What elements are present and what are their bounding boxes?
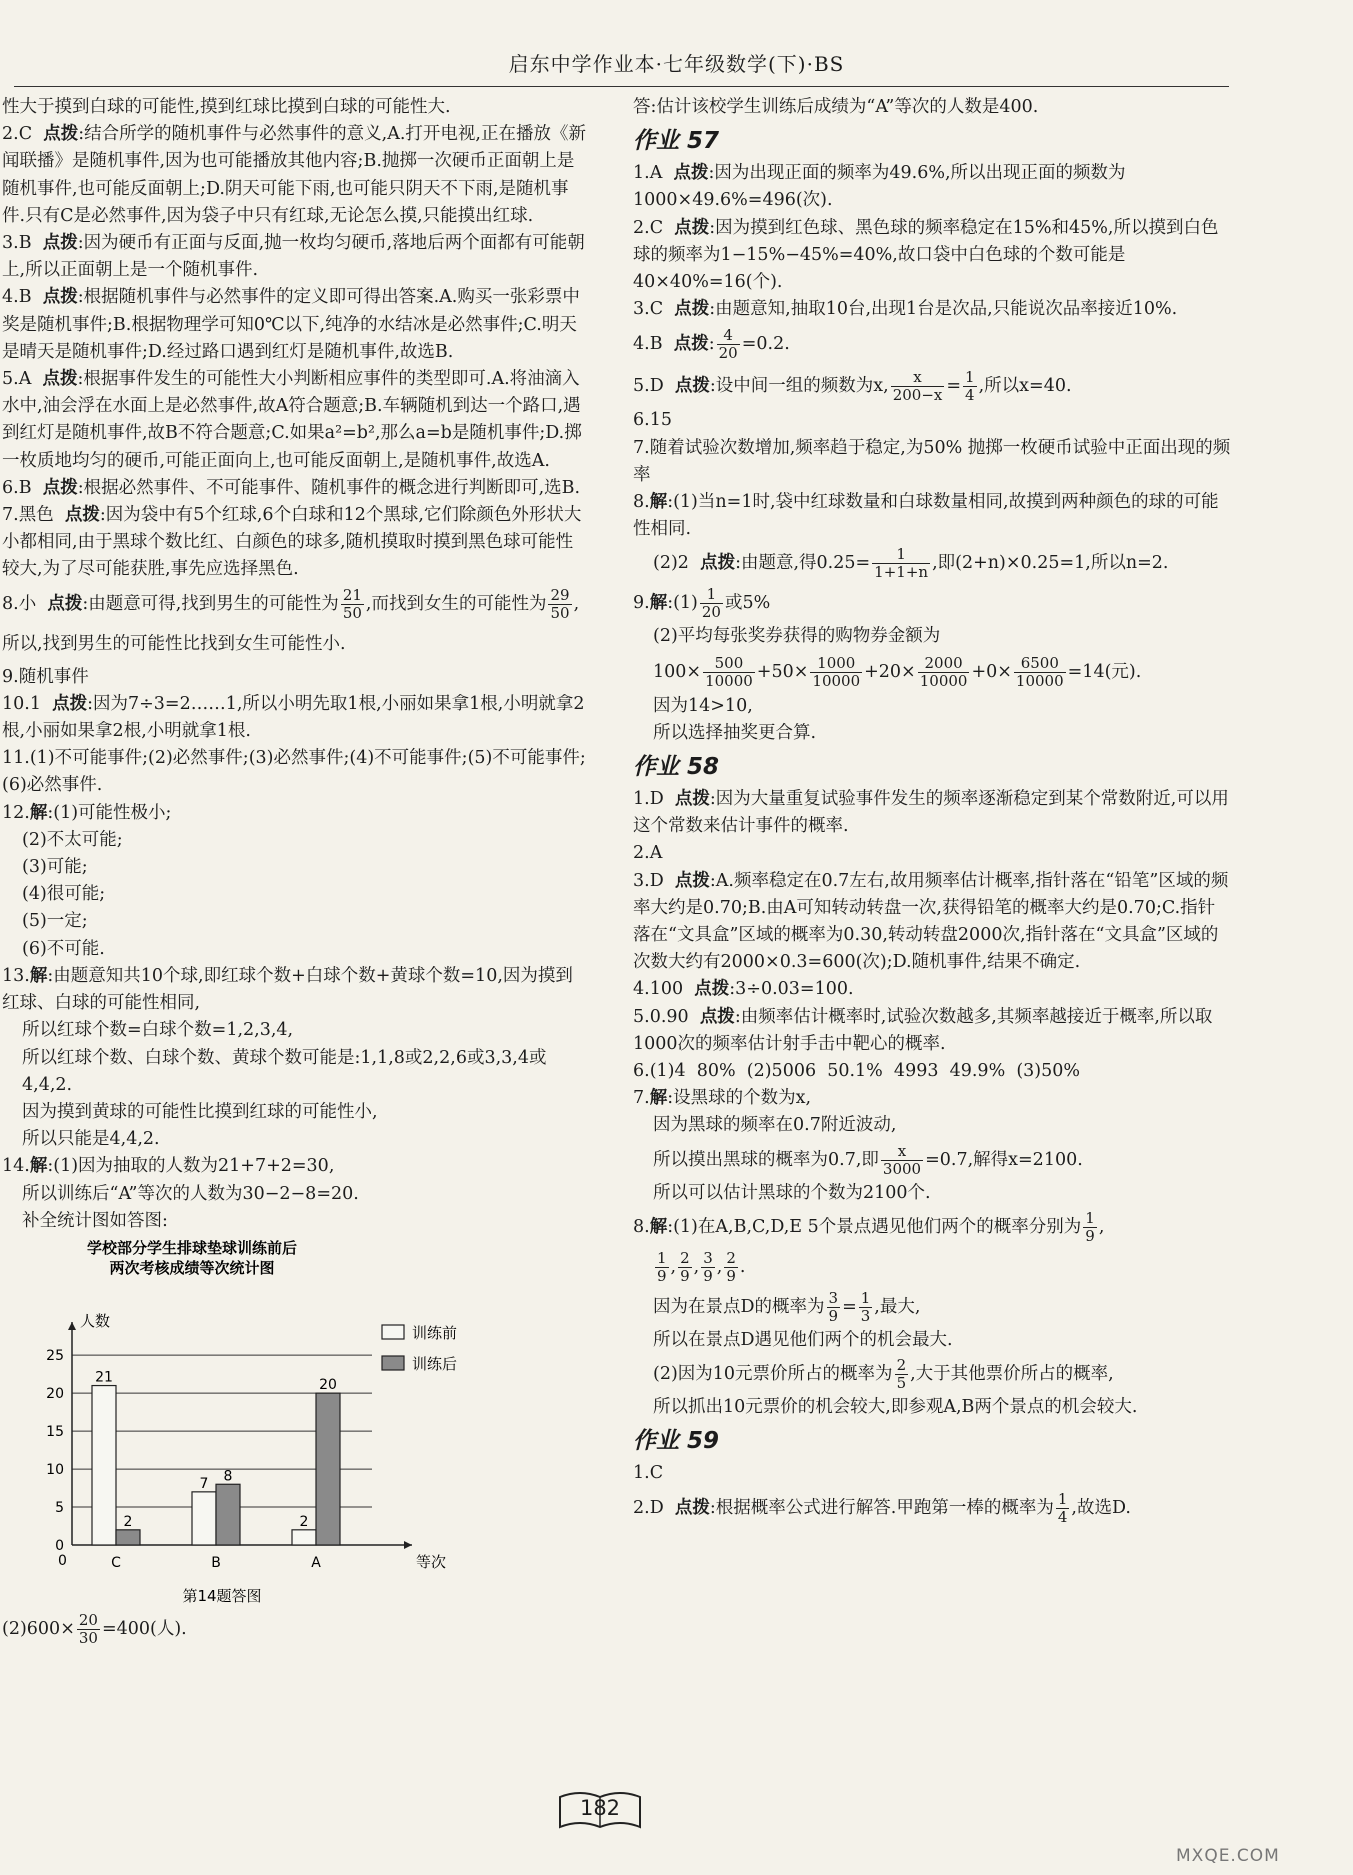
answer-2: 2.A bbox=[633, 843, 663, 864]
num: 3.B bbox=[2, 233, 32, 254]
legend-label: 训练前 bbox=[412, 1323, 458, 1342]
hint-label: 点拨 bbox=[42, 287, 78, 308]
fraction: $\frac{x}{3000}$ bbox=[882, 1141, 922, 1178]
x-tick-label: A bbox=[311, 1554, 321, 1571]
line: (5)一定; bbox=[22, 911, 88, 932]
line: 因为在景点D的概率为 $\frac{3}{9}$ = $\frac{1}{3}$ ,最大, bbox=[653, 1288, 921, 1325]
hint-label: 点拨 bbox=[699, 1006, 735, 1027]
text: (2)600× bbox=[2, 1618, 75, 1639]
hint-label: 点拨 bbox=[673, 334, 709, 355]
origin-label: 0 bbox=[58, 1552, 67, 1569]
hint-label: 点拨 bbox=[43, 124, 79, 145]
line: (6)不可能. bbox=[22, 938, 105, 959]
bar-value-label: 2 bbox=[123, 1513, 133, 1530]
fraction: $\frac{6500}{10000}$ bbox=[1015, 653, 1064, 690]
answer-13 bbox=[2, 963, 590, 1017]
bar bbox=[192, 1492, 216, 1545]
text: :因为袋中有5个红球,6个白球和12个黑球,它们除颜色外形状大小都相同,由于黑球个数比红、白颜色的球多,随机摸取时摸到黑色球可能性较大,为了尽可能获胜,事先应选择黑色. bbox=[2, 505, 582, 580]
answer-9: 9.随机事件 bbox=[2, 666, 89, 687]
num: 2.C bbox=[2, 124, 33, 145]
fraction: $\frac{2}{9}$ bbox=[680, 1248, 690, 1285]
answer-7 bbox=[2, 502, 590, 584]
y-axis-label: 人数 bbox=[80, 1311, 111, 1330]
line: 所以只能是4,4,2. bbox=[22, 1129, 160, 1150]
hint-label: 点拨 bbox=[42, 369, 78, 390]
line: 因为14>10, bbox=[653, 695, 753, 716]
hint-label: 点拨 bbox=[674, 217, 710, 238]
answer-10 bbox=[2, 691, 590, 745]
chart-subtitle: 两次考核成绩等次统计图 bbox=[109, 1258, 275, 1277]
line: 所以红球个数、白球个数、黄球个数可能是:1,1,8或2,2,6或3,3,4或4,4,2. bbox=[22, 1047, 547, 1095]
line: (2)不太可能; bbox=[22, 829, 123, 850]
line: (2)因为10元票价所占的概率为 $\frac{2}{5}$ ,大于其他票价所占的概率, bbox=[653, 1356, 1114, 1393]
y-tick-label: 15 bbox=[46, 1424, 64, 1441]
hint-label: 点拨 bbox=[674, 789, 710, 810]
line: (4)很可能; bbox=[22, 884, 106, 905]
answer-5: 5.0.90 点拨:由频率估计概率时,试验次数越多,其频率越接近于概率,所以取1000次的频率估计射手击中靶心的概率. bbox=[633, 1006, 1213, 1054]
solution-label: 解 bbox=[649, 593, 668, 614]
text: :根据随机事件与必然事件的定义即可得出答案.A.购买一张彩票中奖是随机事件;B.根据物理学可知0℃以下,纯净的水结冰是必然事件;C.明天是晴天是随机事件;D.经过路口遇到红灯是随机事件,故选B. bbox=[2, 287, 580, 362]
legend-swatch bbox=[382, 1325, 404, 1339]
text: :(1)可能性极小; bbox=[47, 802, 172, 823]
answer-4: 4.100 点拨:3÷0.03=100. bbox=[633, 979, 854, 1000]
text: :(1)因为抽取的人数为21+7+2=30, bbox=[47, 1156, 335, 1177]
answer-14 bbox=[2, 1153, 590, 1180]
line: 所以在景点D遇见他们两个的机会最大. bbox=[653, 1329, 953, 1350]
solution-label: 解 bbox=[649, 1216, 668, 1237]
fraction: $\frac{1}{3}$ bbox=[860, 1288, 871, 1325]
y-tick-label: 20 bbox=[46, 1386, 64, 1403]
fraction: $\frac{2}{5}$ bbox=[896, 1356, 907, 1393]
answer-1: 1.A 点拨:因为出现正面的频率为49.6%,所以出现正面的频数为1000×49.6%=496(次). bbox=[633, 163, 1126, 211]
bar bbox=[316, 1393, 340, 1545]
text: :根据事件发生的可能性大小判断相应事件的类型即可.A.将油滴入水中,油会浮在水面上是必然事件,故A符合题意;B.车辆随机到达一个路口,遇到红灯是随机事件,故B不符合题意;C.如果a²=b²,那么a=b是随机事件;D.掷一枚质地均匀的硬币,可能正面向上,也可能反面朝上,是随机事件,故选A. bbox=[2, 369, 582, 471]
x-tick-label: C bbox=[111, 1554, 121, 1571]
fraction: $\frac{500}{10000}$ bbox=[705, 653, 753, 690]
answer-1: 1.D 点拨:因为大量重复试验事件发生的频率逐渐稳定到某个常数附近,可以用这个常数来估计事件的概率. bbox=[633, 789, 1229, 837]
num: 7.黑色 bbox=[2, 505, 54, 526]
line: (2)平均每张奖券获得的购物券金额为 bbox=[653, 626, 941, 647]
answer-7: 7.随着试验次数增加,频率趋于稳定,为50% 抛掷一枚硬币试验中正面出现的频率 bbox=[633, 437, 1231, 485]
fraction: $\frac{1}{1+1+n}$ bbox=[874, 545, 929, 582]
text: :由题意知共10个球,即红球个数+白球个数+黄球个数=10,因为摸到红球、白球的可能性相同, bbox=[2, 965, 573, 1014]
fraction: $\frac{1000}{10000}$ bbox=[812, 653, 861, 690]
left-column bbox=[2, 94, 590, 1649]
y-tick-label: 10 bbox=[46, 1461, 64, 1478]
bar-chart bbox=[22, 1239, 542, 1609]
text: :因为7÷3=2……1,所以小明先取1根,小丽如果拿1根,小明就拿2根,小丽如果拿2根,小明就拿1根. bbox=[2, 693, 585, 742]
fraction: $\frac{3}{9}$ bbox=[828, 1288, 839, 1325]
section-heading-58: 作业 58 bbox=[633, 754, 720, 781]
section-heading-59: 作业 59 bbox=[633, 1428, 720, 1455]
line: 性大于摸到白球的可能性,摸到红球比摸到白球的可能性大. bbox=[2, 97, 451, 117]
answer-8 bbox=[2, 584, 590, 664]
y-tick-label: 25 bbox=[46, 1348, 64, 1365]
fraction: $\frac{2000}{10000}$ bbox=[919, 653, 968, 690]
y-tick-label: 5 bbox=[55, 1499, 64, 1516]
running-header: 启东中学作业本·七年级数学(下)·BS bbox=[508, 52, 845, 76]
num: 12. bbox=[2, 802, 30, 823]
watermark: MXQE.COM bbox=[1176, 1846, 1280, 1866]
bar bbox=[92, 1385, 116, 1544]
hint-label: 点拨 bbox=[673, 163, 709, 184]
answer-2 bbox=[2, 121, 590, 230]
fraction: $\frac{1}{4}$ bbox=[965, 368, 975, 405]
line: $\frac{1}{9}$ , $\frac{2}{9}$ , $\frac{3}{9}$ , $\frac{2}{9}$ . bbox=[657, 1248, 746, 1285]
answer-8-2: (2)2 点拨:由题意,得0.25= $\frac{1}{1+1+n}$ ,即(2+n)×0.25=1,所以n=2. bbox=[653, 545, 1169, 582]
bar-value-label: 2 bbox=[299, 1513, 309, 1530]
answer-8: 8.解:(1)在A,B,C,D,E 5个景点遇见他们两个的概率分别为 $\frac{1}{9}$ , bbox=[633, 1208, 1105, 1245]
num: 5.A bbox=[2, 369, 32, 390]
text: :由题意可得,找到男生的可能性为 bbox=[82, 593, 339, 614]
section-heading-57: 作业 57 bbox=[633, 128, 720, 155]
line: 因为黑球的频率在0.7附近波动, bbox=[653, 1115, 897, 1136]
legend-swatch bbox=[382, 1356, 404, 1370]
x-axis-arrow bbox=[404, 1541, 412, 1549]
fraction: $\frac{4}{20}$ bbox=[718, 326, 738, 363]
answer-8: 8.解:(1)当n=1时,袋中红球数量和白球数量相同,故摸到两种颜色的球的可能性相同. bbox=[633, 492, 1219, 540]
answer-14-2 bbox=[2, 1609, 590, 1649]
fraction: $\frac{1}{9}$ bbox=[657, 1248, 667, 1285]
answer-11: 11.(1)不可能事件;(2)必然事件;(3)必然事件;(4)不可能事件;(5)不可能事件;(6)必然事件. bbox=[2, 748, 586, 796]
page-number bbox=[555, 1789, 645, 1831]
fraction: $\frac{x}{200-x}$ bbox=[892, 368, 943, 405]
fraction: $\frac{20}{30}$ bbox=[78, 1610, 98, 1647]
hint-label: 点拨 bbox=[674, 870, 710, 891]
y-axis-arrow bbox=[68, 1322, 76, 1330]
text: :因为硬币有正面与反面,抛一枚均匀硬币,落地后两个面都有可能朝上,所以正面朝上是一个随机事件. bbox=[2, 233, 585, 281]
hint-label: 点拨 bbox=[674, 376, 710, 397]
line: (3)可能; bbox=[22, 857, 88, 878]
bar bbox=[116, 1530, 140, 1545]
text: ,所以,找到男生的可能性比找到女生可能性小. bbox=[2, 593, 580, 654]
legend-label: 训练后 bbox=[412, 1354, 458, 1373]
y-tick-label: 0 bbox=[55, 1537, 64, 1554]
hint-label: 点拨 bbox=[694, 979, 730, 1000]
num: 14. bbox=[2, 1156, 30, 1177]
fraction: $\frac{21}{50}$ bbox=[342, 585, 362, 622]
chart-caption: 第14题答图 bbox=[182, 1586, 262, 1605]
num: 6.B bbox=[2, 477, 32, 498]
chart-svg bbox=[22, 1239, 542, 1609]
text: =400(人). bbox=[101, 1618, 187, 1639]
fraction: $\frac{1}{9}$ bbox=[1085, 1208, 1095, 1245]
hint-label: 点拨 bbox=[47, 593, 83, 614]
x-axis-label: 等次 bbox=[416, 1552, 447, 1571]
hint-label: 点拨 bbox=[42, 477, 78, 498]
answer-4: 4.B 点拨: $\frac{4}{20}$ =0.2. bbox=[633, 326, 790, 363]
answer-7: 7.解:设黑球的个数为x, bbox=[633, 1088, 812, 1109]
answer-2: 2.D 点拨:根据概率公式进行解答.甲跑第一棒的概率为 $\frac{1}{4}$ ,故选D. bbox=[633, 1489, 1131, 1526]
x-tick-label: B bbox=[211, 1554, 221, 1571]
header-rule bbox=[14, 86, 1229, 87]
hint-label: 点拨 bbox=[64, 505, 100, 526]
solution-label: 解 bbox=[649, 1088, 668, 1109]
line: 所以选择抽奖更合算. bbox=[653, 722, 817, 743]
answer-1: 1.C bbox=[633, 1463, 664, 1484]
num: 13. bbox=[2, 965, 30, 986]
hint-label: 点拨 bbox=[52, 693, 88, 714]
bar-value-label: 7 bbox=[199, 1475, 209, 1492]
fraction: $\frac{29}{50}$ bbox=[550, 585, 570, 622]
right-column bbox=[633, 94, 1231, 1528]
bar-value-label: 21 bbox=[95, 1369, 113, 1386]
line: 所以红球个数=白球个数=1,2,3,4, bbox=[22, 1020, 294, 1041]
fraction: $\frac{3}{9}$ bbox=[703, 1248, 713, 1285]
answer-3: 3.D 点拨:A.频率稳定在0.7左右,故用频率估计概率,指针落在“铅笔”区域的频率大约是0.70;B.由A可知转动转盘一次,获得铅笔的概率大约是0.70;C.指针落在“文具盒”区域的概率为0.30,转动转盘2000次,指针落在“文具盒”区域的次数大约有2000×0.3=600(次);D.随机事件,结果不确定. bbox=[633, 870, 1229, 973]
answer-3: 3.C 点拨:由题意知,抽取10台,出现1台是次品,只能说次品率接近10%. bbox=[633, 299, 1178, 320]
line: 补全统计图如答图: bbox=[22, 1210, 168, 1231]
fraction: $\frac{1}{4}$ bbox=[1057, 1489, 1068, 1526]
text: :结合所学的随机事件与必然事件的意义,A.打开电视,正在播放《新闻联播》是随机事件,因为也可能播放其他内容;B.抛掷一次硬币正面朝上是随机事件,也可能反面朝上;D.阴天可能下雨,也可能只阴天不下雨,是随机事件.只有C是必然事件,因为袋子中只有红球,无论怎么摸,只能摸出红球. bbox=[2, 124, 586, 226]
solution-label: 解 bbox=[649, 492, 668, 513]
answer-5: 5.D 点拨:设中间一组的频数为x, $\frac{x}{200-x}$ = $\frac{1}{4}$ ,所以x=40. bbox=[633, 368, 1072, 405]
num: 4.B bbox=[2, 287, 32, 308]
line: 答:估计该校学生训练后成绩为“A”等次的人数是400. bbox=[633, 97, 1039, 117]
answer-6 bbox=[2, 475, 590, 502]
answer-12 bbox=[2, 800, 590, 827]
answer-3 bbox=[2, 230, 590, 284]
answer-6: 6.(1)4 80% (2)5006 50.1% 4993 49.9% (3)50% bbox=[633, 1061, 1081, 1082]
bar-value-label: 8 bbox=[223, 1468, 233, 1485]
line: 所以摸出黑球的概率为0.7,即 $\frac{x}{3000}$ =0.7,解得x=2100. bbox=[653, 1141, 1083, 1178]
hint-label: 点拨 bbox=[700, 553, 736, 574]
answer-6: 6.15 bbox=[633, 410, 672, 431]
formula: 100× $\frac{500}{10000}$ +50× $\frac{1000}{10000}$ +20× $\frac{2000}{10000}$ +0× $\frac{6500}{10000}$ =14(元). bbox=[653, 653, 1142, 690]
line: 所以训练后“A”等次的人数为30−2−8=20. bbox=[22, 1183, 359, 1204]
line: 因为摸到黄球的可能性比摸到红球的可能性小, bbox=[22, 1101, 378, 1122]
text: ,而找到女生的可能性为 bbox=[365, 593, 547, 614]
chart-title: 学校部分学生排球垫球训练前后 bbox=[86, 1238, 298, 1257]
solution-label: 解 bbox=[29, 965, 48, 986]
num: 10.1 bbox=[2, 693, 41, 714]
page-number-text: 182 bbox=[579, 1796, 621, 1820]
line: 所以抓出10元票价的机会较大,即参观A,B两个景点的机会较大. bbox=[653, 1397, 1138, 1418]
hint-label: 点拨 bbox=[42, 233, 78, 254]
solution-label: 解 bbox=[29, 1156, 48, 1177]
bar-value-label: 20 bbox=[319, 1377, 337, 1394]
num: 8.小 bbox=[2, 593, 37, 614]
answer-2: 2.C 点拨:因为摸到红色球、黑色球的频率稳定在15%和45%,所以摸到白色球的频率为1−15%−45%=40%,故口袋中白色球的个数可能是40×40%=16(个). bbox=[633, 217, 1219, 293]
hint-label: 点拨 bbox=[674, 1497, 710, 1518]
fraction: $\frac{1}{20}$ bbox=[701, 585, 721, 622]
fraction: $\frac{2}{9}$ bbox=[726, 1248, 736, 1285]
bar bbox=[216, 1484, 240, 1545]
answer-4 bbox=[2, 284, 590, 366]
text: :根据必然事件、不可能事件、随机事件的概念进行判断即可,选B. bbox=[77, 477, 581, 498]
hint-label: 点拨 bbox=[674, 299, 710, 320]
answer-9: 9.解:(1) $\frac{1}{20}$ 或5% bbox=[633, 585, 771, 622]
bar bbox=[292, 1530, 316, 1545]
answer-5 bbox=[2, 366, 590, 475]
solution-label: 解 bbox=[29, 802, 48, 823]
line: 所以可以估计黑球的个数为2100个. bbox=[653, 1182, 931, 1203]
